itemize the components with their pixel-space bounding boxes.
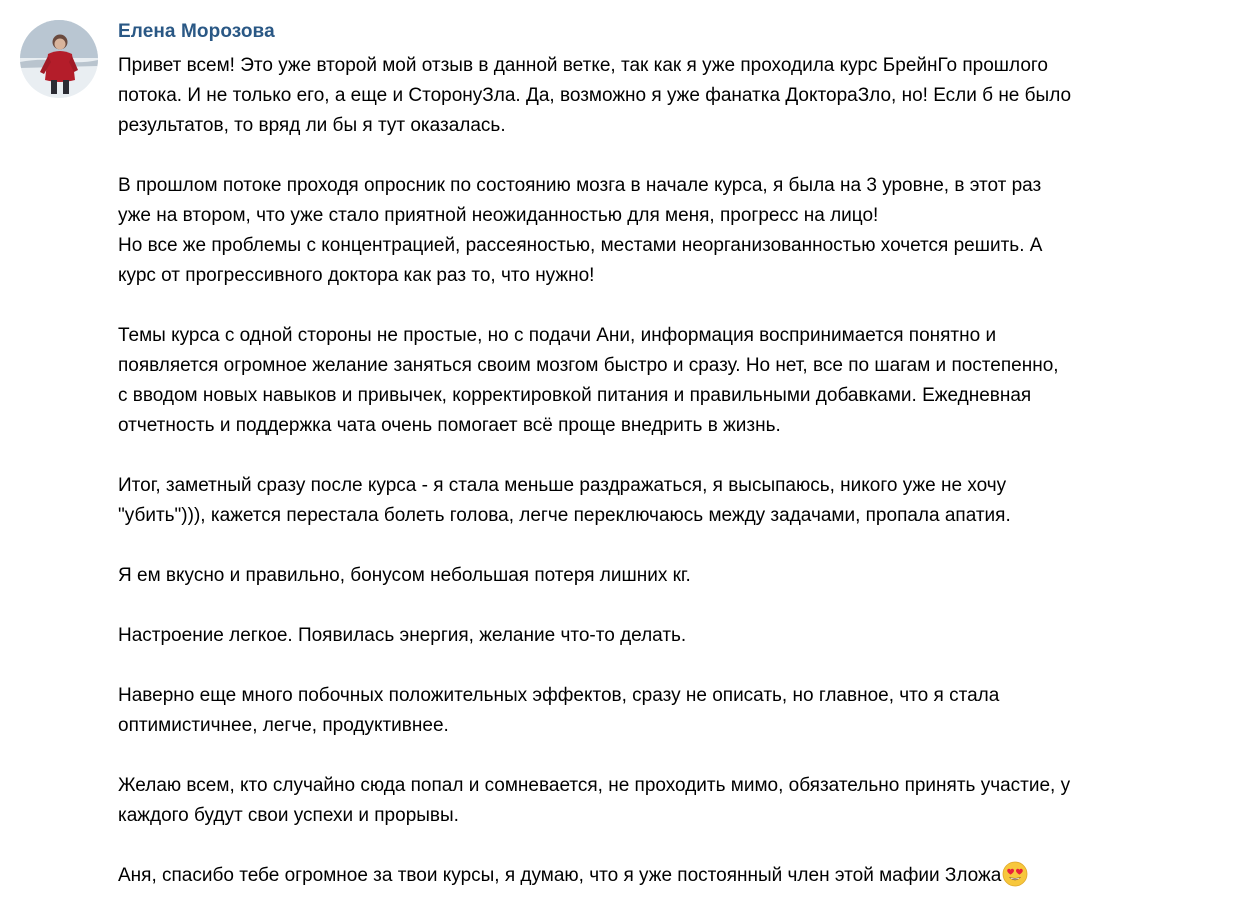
text-line-with-emoji xyxy=(118,861,1218,891)
text-line: оптимистичнее, легче, продуктивнее. xyxy=(118,715,449,736)
paragraph xyxy=(118,561,1218,591)
text-line: Я ем вкусно и правильно, бонусом небольшая потеря лишних кг. xyxy=(118,565,691,586)
text-line: "убить"))), кажется перестала болеть голова, легче переключаюсь между задачами, пропала апатия. xyxy=(118,505,1011,526)
paragraph xyxy=(118,621,1218,651)
paragraph xyxy=(118,471,1218,531)
text-line: Настроение легкое. Появилась энергия, желание что-то делать. xyxy=(118,625,687,646)
text-line: Итог, заметный сразу после курса - я стала меньше раздражаться, я высыпаюсь, никого уже не хочу xyxy=(118,475,1007,496)
text-line: результатов, то вряд ли бы я тут оказалась. xyxy=(118,115,506,136)
text-line: с вводом новых навыков и привычек, корректировкой питания и правильными добавками. Ежедневная xyxy=(118,385,1032,406)
paragraph xyxy=(118,771,1218,831)
text-line: курс от прогрессивного доктора как раз то, что нужно! xyxy=(118,265,595,286)
paragraph xyxy=(118,51,1218,141)
paragraph xyxy=(118,681,1218,741)
text-line: Аня, спасибо тебе огромное за твои курсы, я думаю, что я уже постоянный член этой мафии Зложа xyxy=(118,865,1002,886)
avatar[interactable] xyxy=(20,20,98,98)
avatar-photo xyxy=(20,20,98,98)
author-name-link[interactable]: Елена Морозова xyxy=(118,21,275,42)
text-line: Наверно еще много побочных положительных эффектов, сразу не описать, но главное, что я стала xyxy=(118,685,1000,706)
text-line: отчетность и поддержка чата очень помогает всё проще внедрить в жизнь. xyxy=(118,415,781,436)
text-line: Желаю всем, кто случайно сюда попал и сомневается, не проходить мимо, обязательно принять участие, у xyxy=(118,775,1071,796)
text-line: уже на втором, что уже стало приятной неожиданностью для меня, прогресс на лицо! xyxy=(118,205,879,226)
text-line: Привет всем! Это уже второй мой отзыв в данной ветке, так как я уже проходила курс БрейнГо прошлого xyxy=(118,55,1048,76)
text-line: В прошлом потоке проходя опросник по состоянию мозга в начале курса, я была на 3 уровне, в этот раз xyxy=(118,175,1042,196)
paragraph xyxy=(118,321,1218,441)
text-line: каждого будут свои успехи и прорывы. xyxy=(118,805,459,826)
text-line: появляется огромное желание заняться своим мозгом быстро и сразу. Но нет, все по шагам и постепенно, xyxy=(118,355,1059,376)
text-line: Темы курса с одной стороны не простые, но с подачи Ани, информация воспринимается понятно и xyxy=(118,325,997,346)
paragraph xyxy=(118,861,1218,891)
text-line: потока. И не только его, а еще и СторонуЗла. Да, возможно я уже фанатка ДоктораЗло, но! Если б не было xyxy=(118,85,1072,106)
comment-text xyxy=(118,51,1218,891)
paragraph xyxy=(118,171,1218,291)
text-line: Но все же проблемы с концентрацией, рассеяностью, местами неорганизованностью хочется решить. А xyxy=(118,235,1043,256)
heart-eyes-emoji-icon xyxy=(1002,861,1028,887)
